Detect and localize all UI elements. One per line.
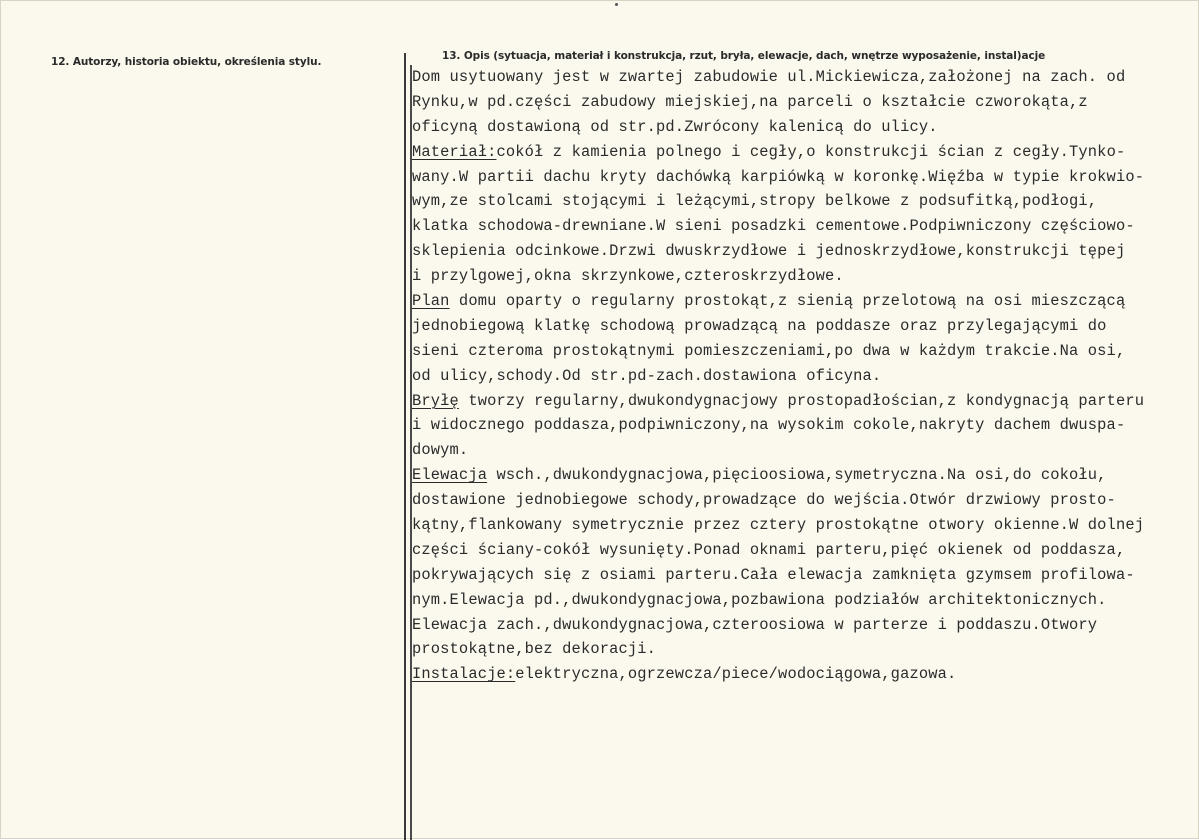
description-line xyxy=(412,289,1197,314)
description-line xyxy=(412,588,1197,613)
description-text: kątny,flankowany symetrycznie przez cztery prostokątne otwory okienne.W dolnej xyxy=(412,516,1145,535)
description-text: i widocznego poddasza,podpiwniczony,na wysokim cokole,nakryty dachem dwuspa- xyxy=(412,416,1126,435)
description-line xyxy=(412,513,1197,538)
description-line xyxy=(412,463,1197,488)
description-line xyxy=(412,115,1197,140)
description-text: sklepienia odcinkowe.Drzwi dwuskrzydłowe i jednoskrzydłowe,konstrukcji tępej xyxy=(412,242,1126,261)
description-line xyxy=(412,413,1197,438)
section-heading: Instalacje: xyxy=(412,665,516,684)
punch-mark xyxy=(615,3,618,6)
description-text: domu oparty o regularny prostokąt,z sienią przelotową na osi mieszczącą xyxy=(449,292,1126,311)
description-text: sieni czteroma prostokątnymi pomieszczeniami,po dwa w każdym trakcie.Na osi, xyxy=(412,341,1126,360)
description-line xyxy=(412,90,1197,115)
section-heading: Elewacja xyxy=(412,466,488,485)
description-text: dowym. xyxy=(412,441,469,460)
description-text: wsch.,dwukondygnacjowa,pięcioosiowa,symetryczna.Na osi,do cokołu, xyxy=(487,466,1107,485)
description-line xyxy=(412,165,1197,190)
description-text: i przylgowej,okna skrzynkowe,czteroskrzydłowe. xyxy=(412,267,844,286)
description-text: nym.Elewacja pd.,dwukondygnacjowa,pozbawiona podziałów architektonicznych. xyxy=(412,590,1107,609)
description-line xyxy=(412,563,1197,588)
description-text: cokół z kamienia polnego i cegły,o konstrukcji ścian z cegły.Tynko- xyxy=(496,142,1126,161)
description-text: Rynku,w pd.części zabudowy miejskiej,na parceli o kształcie czworokąta,z xyxy=(412,92,1088,111)
description-text: elektryczna,ogrzewcza/piece/wodociągowa,gazowa. xyxy=(515,665,957,684)
description-line xyxy=(412,438,1197,463)
description-text: części ściany-cokół wysunięty.Ponad oknami parteru,pięć okienek od poddasza, xyxy=(412,540,1126,559)
description-text: prostokątne,bez dekoracji. xyxy=(412,640,657,659)
column-divider xyxy=(404,53,406,840)
description-line xyxy=(412,339,1197,364)
description-line xyxy=(412,637,1197,662)
description-text: wym,ze stolcami stojącymi i leżącymi,stropy belkowe z podsufitką,podłogi, xyxy=(412,192,1098,211)
section-heading: Materiał: xyxy=(412,142,497,161)
typed-description xyxy=(412,65,1197,687)
description-text: Elewacja zach.,dwukondygnacjowa,czteroosiowa w parterze i poddaszu.Otwory xyxy=(412,615,1098,634)
description-text: dostawione jednobiegowe schody,prowadzące do wejścia.Otwór drzwiowy prosto- xyxy=(412,491,1116,510)
description-text: wany.W partii dachu kryty dachówką karpiówką w koronkę.Więźba w typie krokwio- xyxy=(412,167,1145,186)
field-12-label: 12. Autorzy, historia obiektu, określenia stylu. xyxy=(51,56,322,68)
description-line xyxy=(412,613,1197,638)
description-line xyxy=(412,65,1197,90)
description-line xyxy=(412,140,1197,165)
description-line xyxy=(412,264,1197,289)
field-13-label: 13. Opis (sytuacja, materiał i konstrukcja, rzut, bryła, elewacje, dach, wnętrze wyposażenie, instal)acje xyxy=(442,50,1046,62)
description-line xyxy=(412,364,1197,389)
description-text: tworzy regularny,dwukondygnacjowy prostopadłościan,z kondygnacją parteru xyxy=(458,391,1145,410)
section-heading: Plan xyxy=(412,292,450,311)
description-line xyxy=(412,538,1197,563)
description-line xyxy=(412,189,1197,214)
section-heading: Bryłę xyxy=(412,391,459,410)
description-text: od ulicy,schody.Od str.pd-zach.dostawiona oficyna. xyxy=(412,366,882,385)
description-line xyxy=(412,662,1197,687)
description-line xyxy=(412,389,1197,414)
description-line xyxy=(412,314,1197,339)
description-text: jednobiegową klatkę schodową prowadzącą na poddasze oraz przylegającymi do xyxy=(412,316,1107,335)
description-line xyxy=(412,214,1197,239)
description-line xyxy=(412,488,1197,513)
description-line xyxy=(412,239,1197,264)
description-text: klatka schodowa-drewniane.W sieni posadzki cementowe.Podpiwniczony częściowo- xyxy=(412,217,1135,236)
description-text: pokrywających się z osiami parteru.Cała elewacja zamknięta gzymsem profilowa- xyxy=(412,565,1135,584)
description-text: Dom usytuowany jest w zwartej zabudowie ul.Mickiewicza,założonej na zach. od xyxy=(412,68,1126,86)
description-text: oficyną dostawioną od str.pd.Zwrócony kalenicą do ulicy. xyxy=(412,117,938,136)
